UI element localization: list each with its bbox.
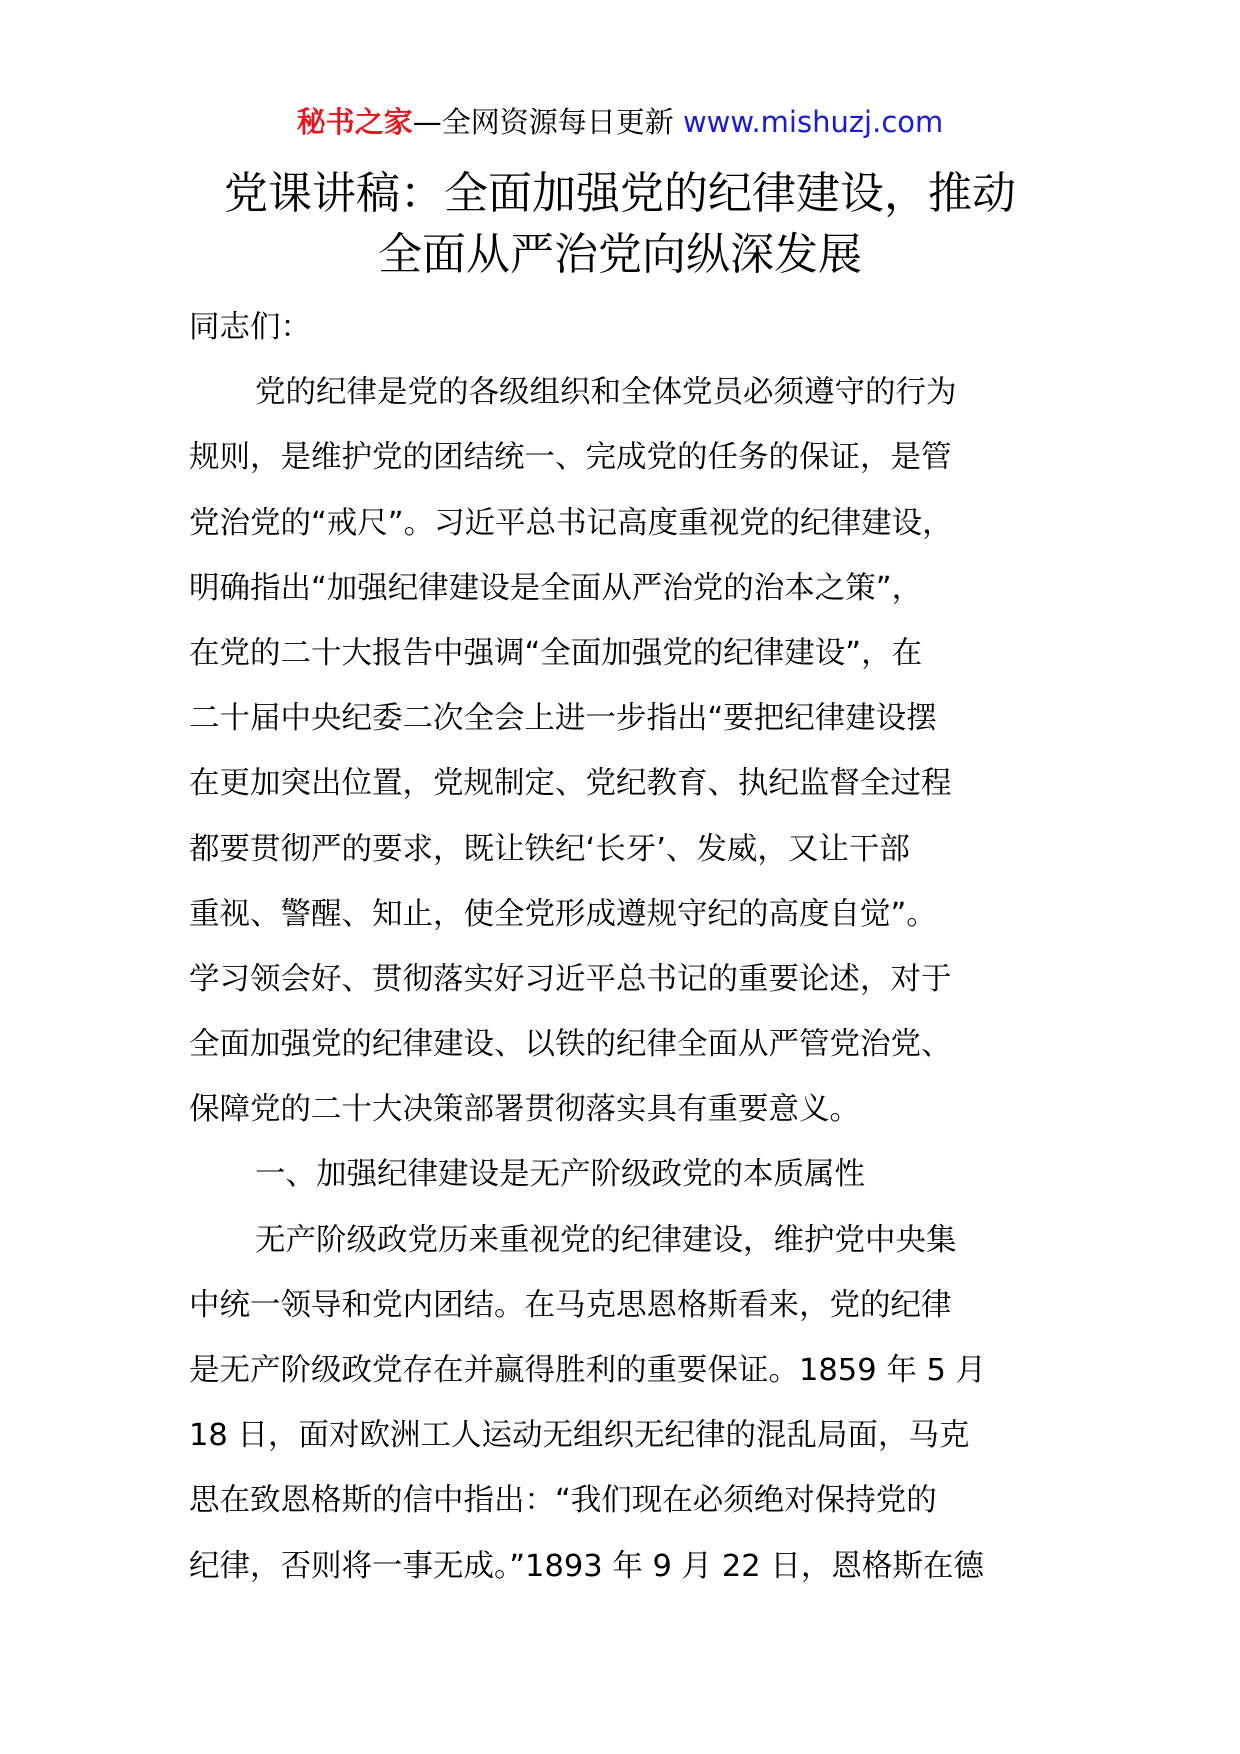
section-heading: 一、加强纪律建设是无产阶级政党的本质属性 — [255, 1157, 865, 1193]
paragraph-line: 纪律，否则将一事无成。”1893 年 9 月 22 日，恩格斯在德 — [189, 1548, 984, 1584]
paragraph-line: 都要贯彻严的要求，既让铁纪‘长牙’、发威，又让干部 — [189, 831, 910, 867]
paragraph-line: 中统一领导和党内团结。在马克思恩格斯看来，党的纪律 — [189, 1287, 952, 1323]
paragraph-line: 是无产阶级政党存在并赢得胜利的重要保证。1859 年 5 月 — [189, 1353, 987, 1388]
title-line-2: 全面从严治党向纵深发展 — [378, 229, 862, 280]
paragraph-line: 重视、警醒、知止，使全党形成遵规守纪的高度自觉”。 — [189, 896, 937, 932]
paragraph-line: 规则，是维护党的团结统一、完成党的任务的保证，是管 — [189, 440, 952, 476]
title-line-1: 党课讲稿：全面加强党的纪律建设，推动 — [224, 168, 1016, 219]
site-banner — [0, 102, 1240, 142]
paragraph-line: 在更加突出位置，党规制定、党纪教育、执纪监督全过程 — [189, 766, 952, 802]
paragraph-line: 二十届中央纪委二次全会上进一步指出“要把纪律建设摆 — [189, 701, 937, 737]
paragraph-line: 保障党的二十大决策部署贯彻落实具有重要意义。 — [189, 1092, 860, 1128]
paragraph-line: 学习领会好、贯彻落实好习近平总书记的重要论述，对于 — [189, 961, 952, 997]
document-body — [189, 295, 1069, 1599]
paragraph-line: 党治党的“戒尺”。习近平总书记高度重视党的纪律建设， — [189, 505, 953, 541]
brand-name: 秘书之家 — [296, 105, 413, 139]
paragraph-line: 明确指出“加强纪律建设是全面从严治党的治本之策”， — [189, 570, 923, 606]
paragraph-line: 党的纪律是党的各级组织和全体党员必须遵守的行为 — [255, 375, 957, 411]
paragraph-line: 在党的二十大报告中强调“全面加强党的纪律建设”，在 — [189, 635, 923, 671]
document-title — [0, 163, 1240, 285]
paragraph-line: 思在致恩格斯的信中指出：“我们现在必须绝对保持党的 — [189, 1483, 937, 1519]
paragraph-line: 无产阶级政党历来重视党的纪律建设，维护党中央集 — [255, 1222, 957, 1258]
banner-slogan: —全网资源每日更新 — [412, 105, 674, 139]
salutation: 同志们： — [189, 310, 311, 345]
paragraph-line: 全面加强党的纪律建设、以铁的纪律全面从严管党治党、 — [189, 1027, 952, 1063]
site-url-link[interactable]: www.mishuzj.com — [682, 105, 944, 139]
paragraph-line: 18 日，面对欧洲工人运动无组织无纪律的混乱局面，马克 — [189, 1418, 970, 1454]
